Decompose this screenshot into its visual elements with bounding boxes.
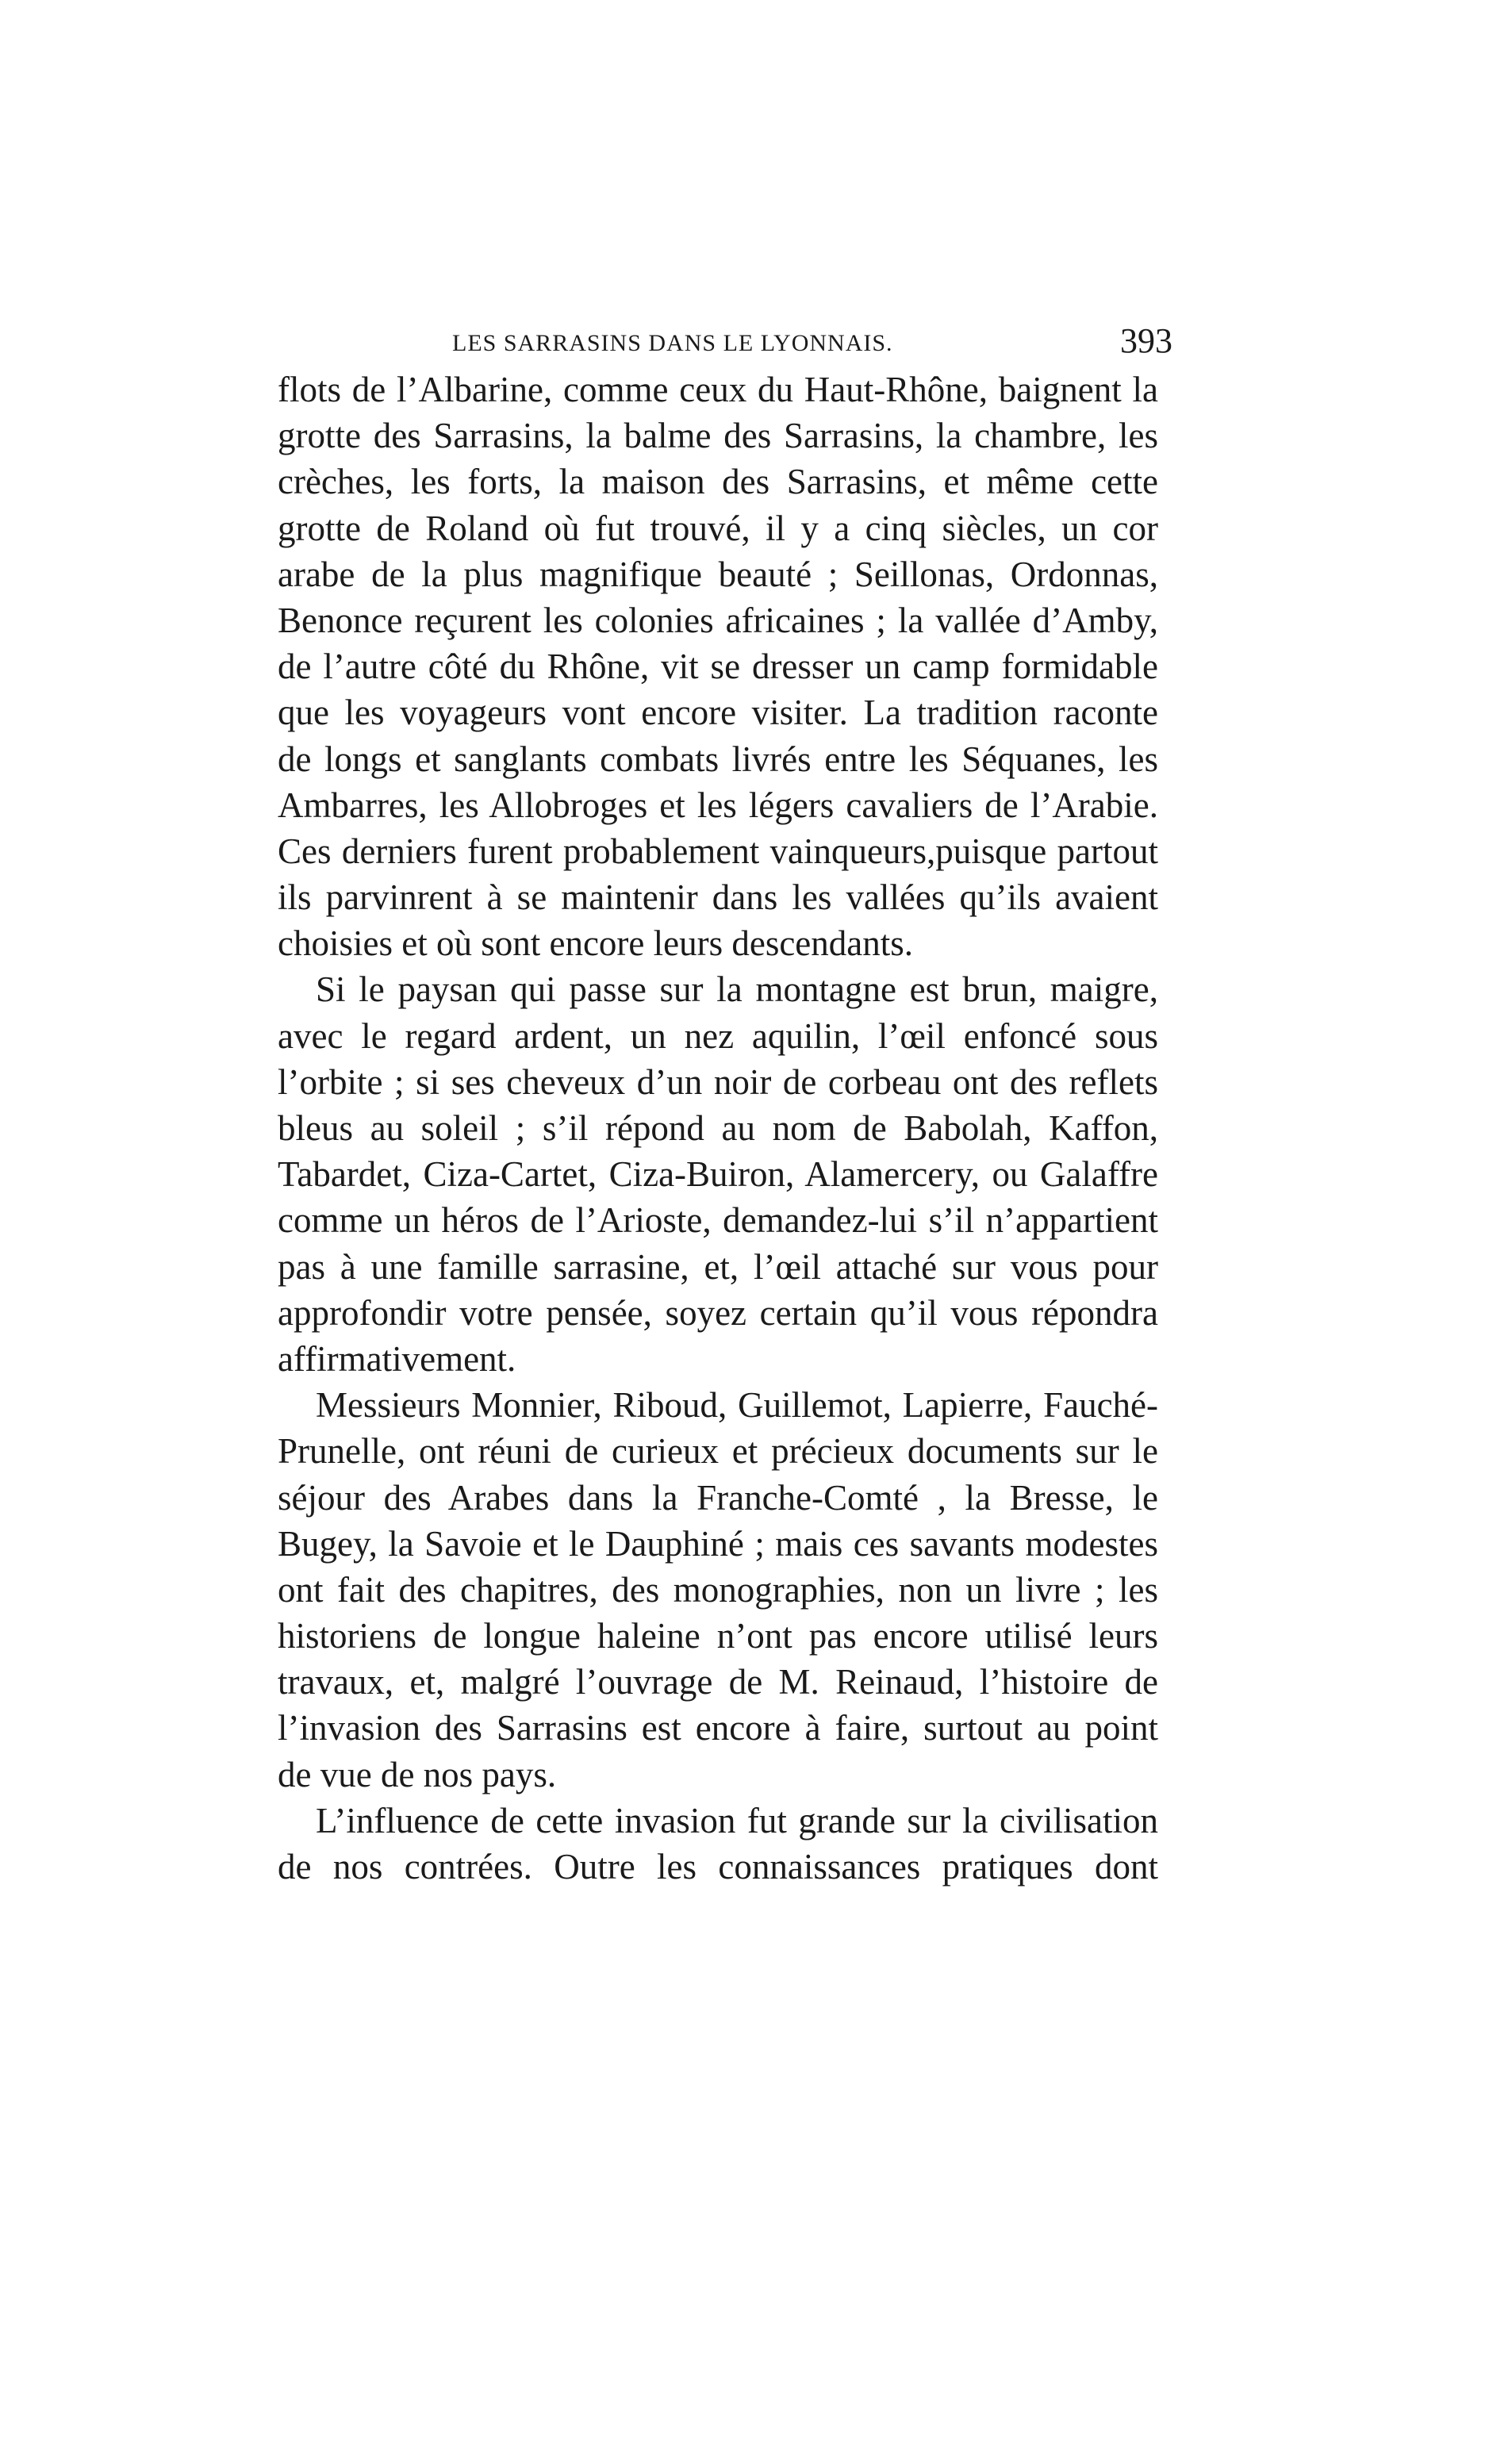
paragraph-first-line: Messieurs Monnier, Riboud, Guillemot, Lapierre, Fauché- xyxy=(316,1385,1158,1426)
text-line: travaux, et, malgré l’ouvrage de M. Reinaud, l’histoire de xyxy=(278,1662,1158,1702)
text-line: ont fait des chapitres, des monographies, non un livre ; les xyxy=(278,1569,1158,1610)
text-line: Ambarres, les Allobroges et les légers cavaliers de l’Arabie. xyxy=(278,785,1158,825)
text-line: Ces derniers furent probablement vainqueurs,puisque partout xyxy=(278,831,1158,871)
text-line: Bugey, la Savoie et le Dauphiné ; mais ces savants modestes xyxy=(278,1523,1158,1564)
paragraph-last-line: affirmativement. xyxy=(278,1338,516,1379)
text-line: de l’autre côté du Rhône, vit se dresser un camp formidable xyxy=(278,647,1158,687)
text-line: l’invasion des Sarrasins est encore à faire, surtout au point xyxy=(278,1708,1158,1748)
paragraph-last-line: de vue de nos pays. xyxy=(278,1754,557,1794)
text-line: comme un héros de l’Arioste, demandez-lui s’il n’appartient xyxy=(278,1200,1158,1241)
paragraph-first-line: L’influence de cette invasion fut grande sur la civilisation xyxy=(316,1800,1158,1840)
running-head xyxy=(276,319,1172,367)
text-line: grotte des Sarrasins, la balme des Sarrasins, la chambre, les xyxy=(278,416,1158,456)
text-line: ils parvinrent à se maintenir dans les vallées qu’ils avaient xyxy=(278,877,1158,918)
text-line: Tabardet, Ciza-Cartet, Ciza-Buiron, Alamercery, ou Galaffre xyxy=(278,1154,1158,1195)
text-line: grotte de Roland où fut trouvé, il y a cinq siècles, un cor xyxy=(278,508,1158,548)
text-line: que les voyageurs vont encore visiter. La tradition raconte xyxy=(278,693,1158,733)
text-line: bleus au soleil ; s’il répond au nom de Babolah, Kaffon, xyxy=(278,1108,1158,1148)
paragraph-first-line: Si le paysan qui passe sur la montagne est brun, maigre, xyxy=(316,969,1158,1010)
text-line: Prunelle, ont réuni de curieux et précieux documents sur le xyxy=(278,1431,1158,1472)
body-text xyxy=(278,367,1158,1890)
text-line: séjour des Arabes dans la Franche-Comté , la Bresse, le xyxy=(278,1477,1158,1518)
page-number: 393 xyxy=(1120,321,1172,360)
text-line: flots de l’Albarine, comme ceux du Haut-Rhône, baignent la xyxy=(278,370,1158,409)
text-line: crèches, les forts, la maison des Sarrasins, et même cette xyxy=(278,462,1158,502)
text-line: l’orbite ; si ses cheveux d’un noir de corbeau ont des reflets xyxy=(278,1061,1158,1102)
text-line: de nos contrées. Outre les connaissances pratiques dont xyxy=(278,1847,1158,1887)
text-line: Benonce reçurent les colonies africaines ; la vallée d’Amby, xyxy=(278,600,1158,640)
text-line: de longs et sanglants combats livrés entre les Séquanes, les xyxy=(278,739,1158,779)
text-line: pas à une famille sarrasine, et, l’œil attaché sur vous pour xyxy=(278,1246,1158,1287)
text-line: historiens de longue haleine n’ont pas encore utilisé leurs xyxy=(278,1616,1158,1656)
paragraph-last-line: choisies et où sont encore leurs descendants. xyxy=(278,923,914,964)
text-line: avec le regard ardent, un nez aquilin, l’œil enfoncé sous xyxy=(278,1015,1158,1056)
text-line: approfondir votre pensée, soyez certain qu’il vous répondra xyxy=(278,1292,1158,1333)
text-line: arabe de la plus magnifique beauté ; Seillonas, Ordonnas, xyxy=(278,554,1158,594)
running-title: LES SARRASINS DANS LE LYONNAIS. xyxy=(452,330,893,356)
